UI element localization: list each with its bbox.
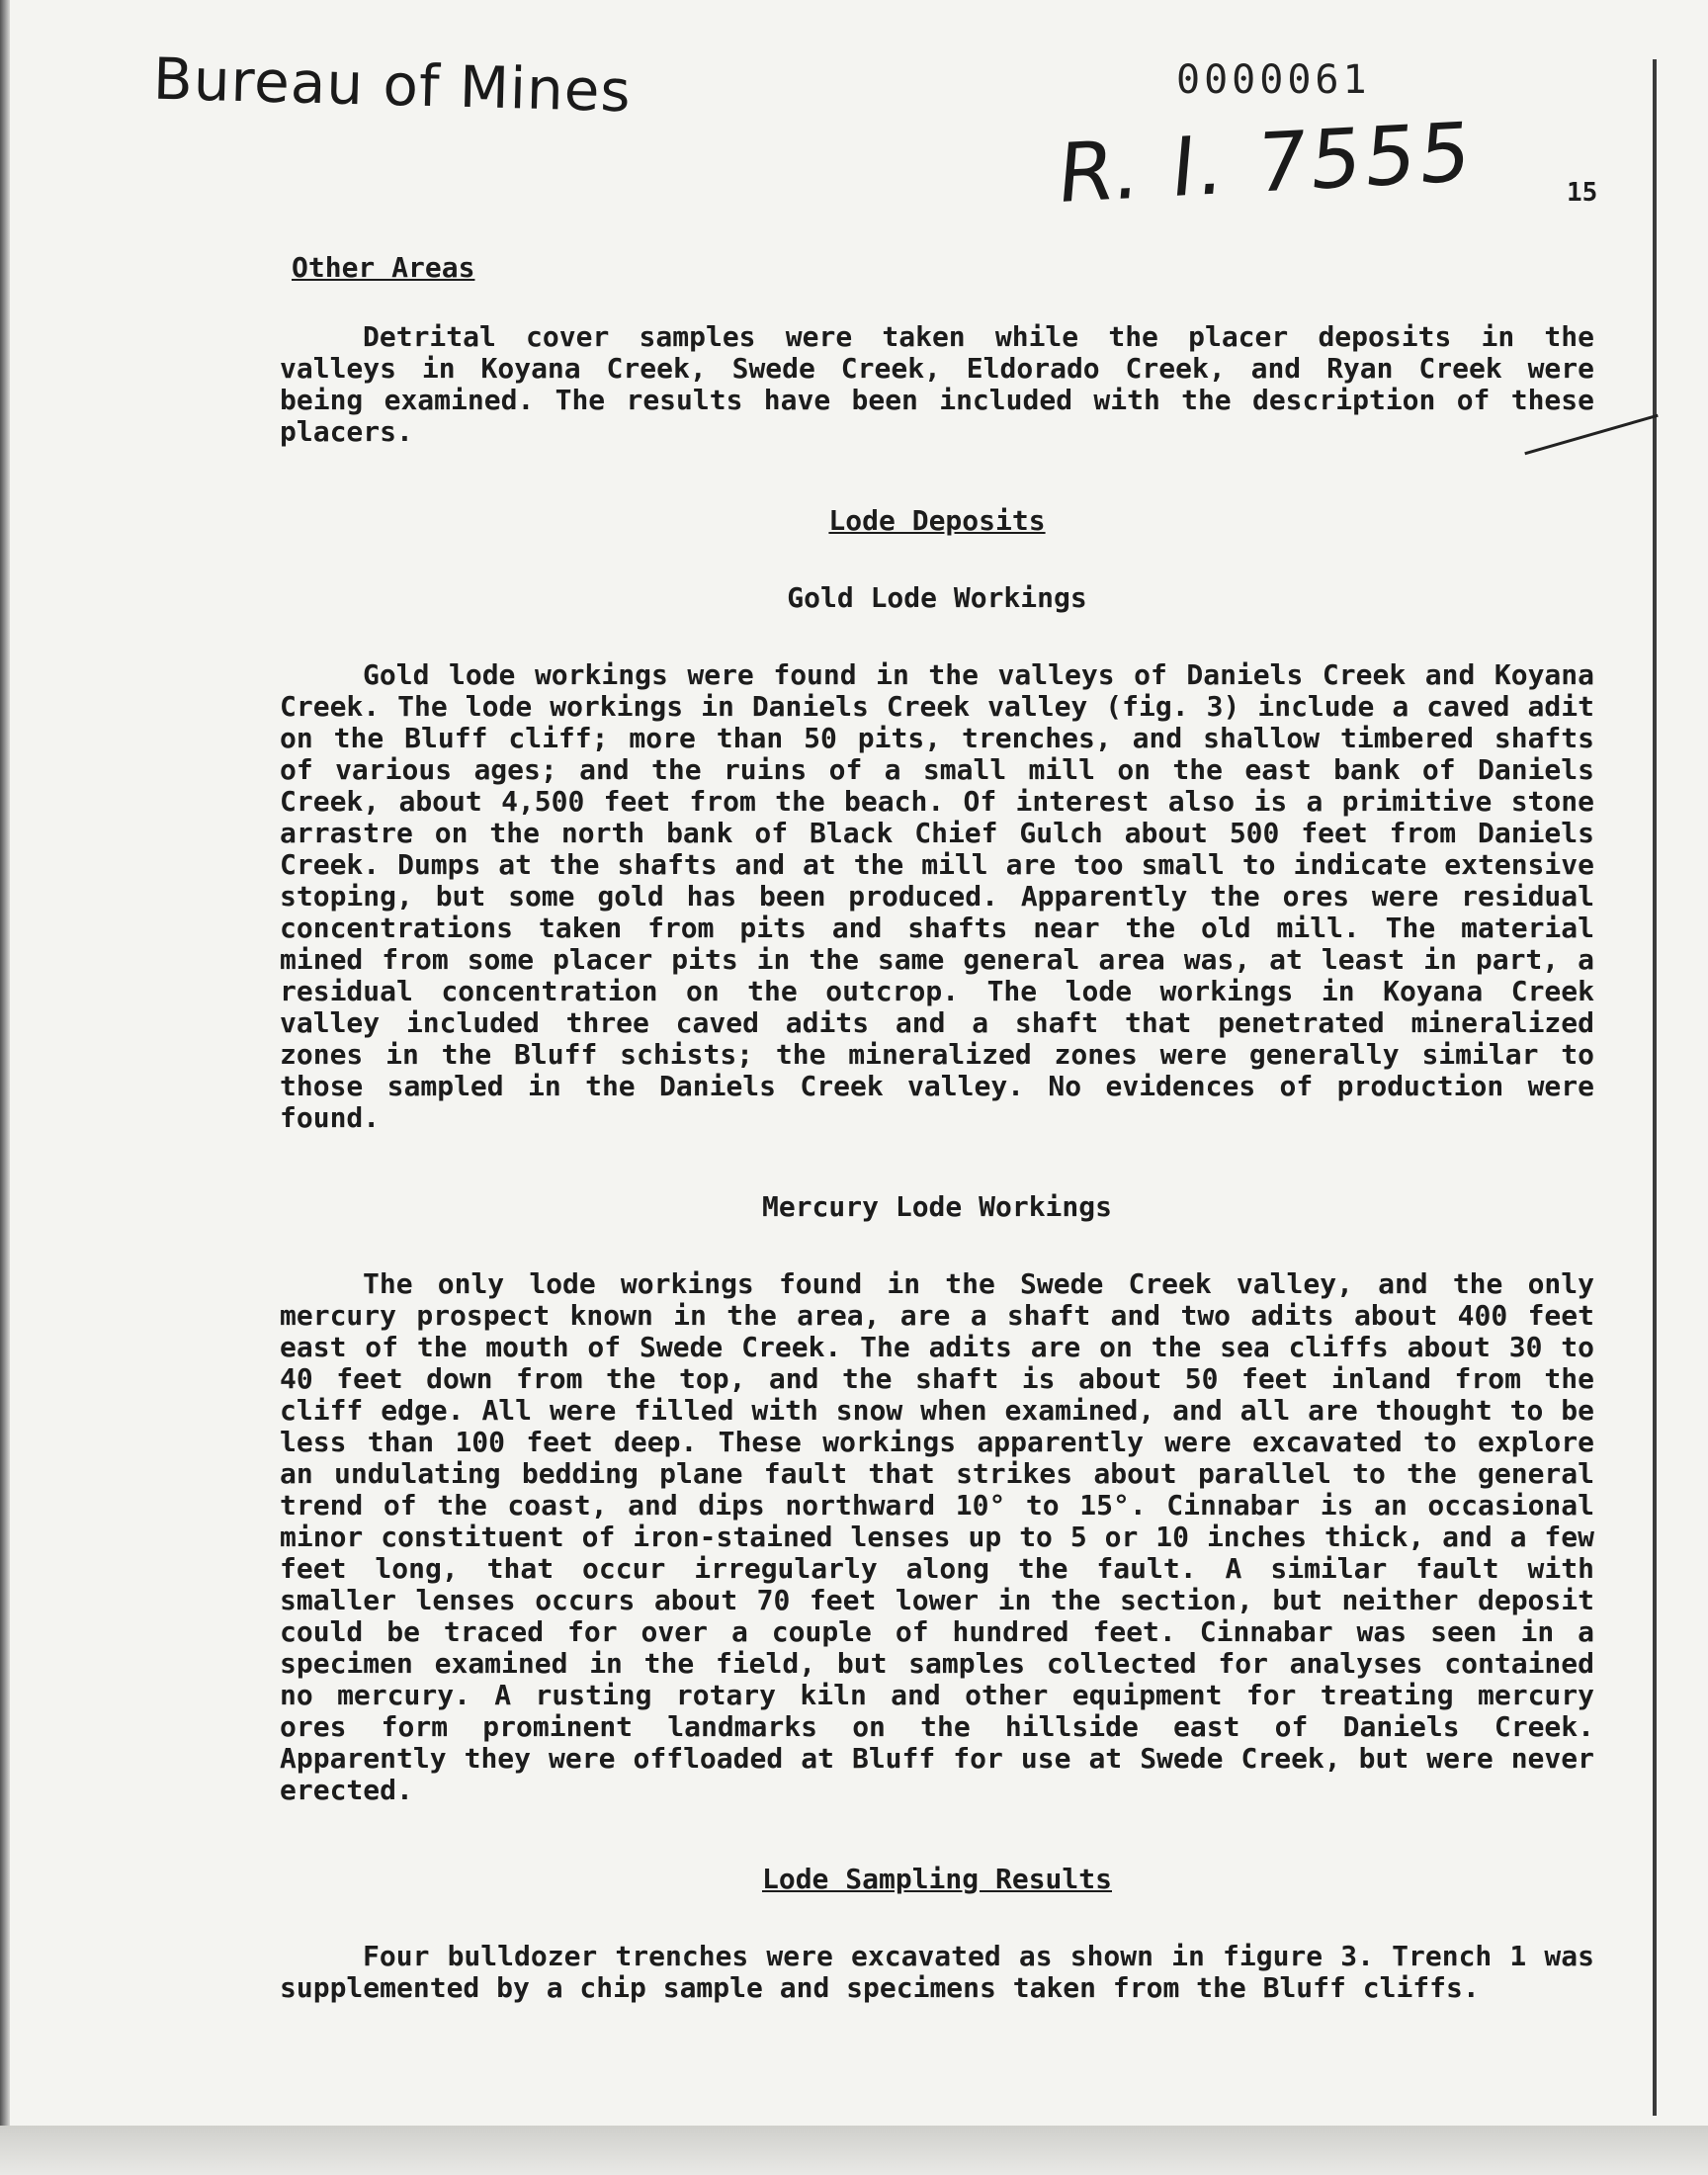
paragraph-other-areas — [280, 321, 1594, 448]
stamp-number: 0000061 — [1176, 57, 1371, 103]
paragraph-lode-sampling-text: Four bulldozer trenches were excavated as shown in figure 3. Trench 1 was supplemented by a chip sample and specimens taken from the Bluff cliffs. — [280, 1940, 1594, 2004]
page-edge-right — [1653, 59, 1657, 2116]
page-number: 15 — [1567, 178, 1598, 208]
heading-lode-sampling — [280, 1864, 1594, 1895]
paragraph-mercury-lode-text: The only lode workings found in the Swede Creek valley, and the only mercury prospect known in the area, are a shaft and two adits about 400 feet east of the mouth of Swede Creek. The adits are on the sea cliffs about 30 to 40 feet down from the top, and the shaft is about 50 feet inland from the cliff edge. All were filled with snow when examined, and all are thought to be less than 100 feet deep. These workings apparently were excavated to explore an undulating bedding plane fault that strikes about parallel to the general trend of the coast, and dips northward 10° to 15°. Cinnabar is an occasional minor constituent of iron-stained lenses up to 5 or 10 inches thick, and a few feet long, that occur irregularly along the fault. A similar fault with smaller lenses occurs about 70 feet lower in the section, but neither deposit could be traced for over a couple of hundred feet. Cinnabar was seen in a specimen examined in the field, but samples collected for analyses contained no mercury. A rusting rotary kiln and other equipment for treating mercury ores form prominent landmarks on the hillside east of Daniels Creek. Apparently they were offloaded at Bluff for use at Swede Creek, but were never erected. — [280, 1267, 1594, 1806]
page-edge-bottom — [0, 2126, 1708, 2175]
handwritten-report-id: R. I. 7555 — [1054, 105, 1479, 222]
heading-lode-deposits-text: Lode Deposits — [828, 504, 1046, 537]
heading-mercury-lode: Mercury Lode Workings — [761, 1190, 1112, 1223]
paragraph-other-areas-text: Detrital cover samples were taken while the placer deposits in the valleys in Koyana Creek, Swede Creek, Eldorado Creek, and Ryan Creek were being examined. The results have been included with the description of these placers. — [280, 320, 1594, 448]
paragraph-lode-sampling — [280, 1941, 1594, 2004]
page-edge-left — [0, 0, 10, 2175]
paragraph-gold-lode-text: Gold lode workings were found in the valleys of Daniels Creek and Koyana Creek. The lode workings in Daniels Creek valley (fig. 3) include a caved adit on the Bluff cliff; more than 50 pits, trenches, and shallow timbered shafts of various ages; and the ruins of a small mill on the east bank of Daniels Creek, about 4,500 feet from the beach. Of interest also is a primitive stone arrastre on the north bank of Black Chief Gulch about 500 feet from Daniels Creek. Dumps at the shafts and at the mill are too small to indicate extensive stoping, but some gold has been produced. Apparently the ores were residual concentrations taken from pits and shafts near the old mill. The material mined from some placer pits in the same general area was, at least in part, a residual concentration on the outcrop. The lode workings in Koyana Creek valley included three caved adits and a shaft that penetrated mineralized zones in the Bluff schists; the mineralized zones were generally similar to those sampled in the Daniels Creek valley. No evidences of production were found. — [280, 658, 1594, 1134]
paragraph-gold-lode — [280, 659, 1594, 1134]
heading-gold-lode: Gold Lode Workings — [787, 581, 1087, 614]
heading-lode-sampling-text: Lode Sampling Results — [761, 1863, 1112, 1895]
heading-lode-deposits — [280, 505, 1594, 537]
handwritten-bureau: Bureau of Mines — [152, 44, 633, 126]
document-body — [280, 252, 1594, 2061]
paragraph-mercury-lode — [280, 1268, 1594, 1806]
heading-other-areas: Other Areas — [292, 251, 475, 284]
